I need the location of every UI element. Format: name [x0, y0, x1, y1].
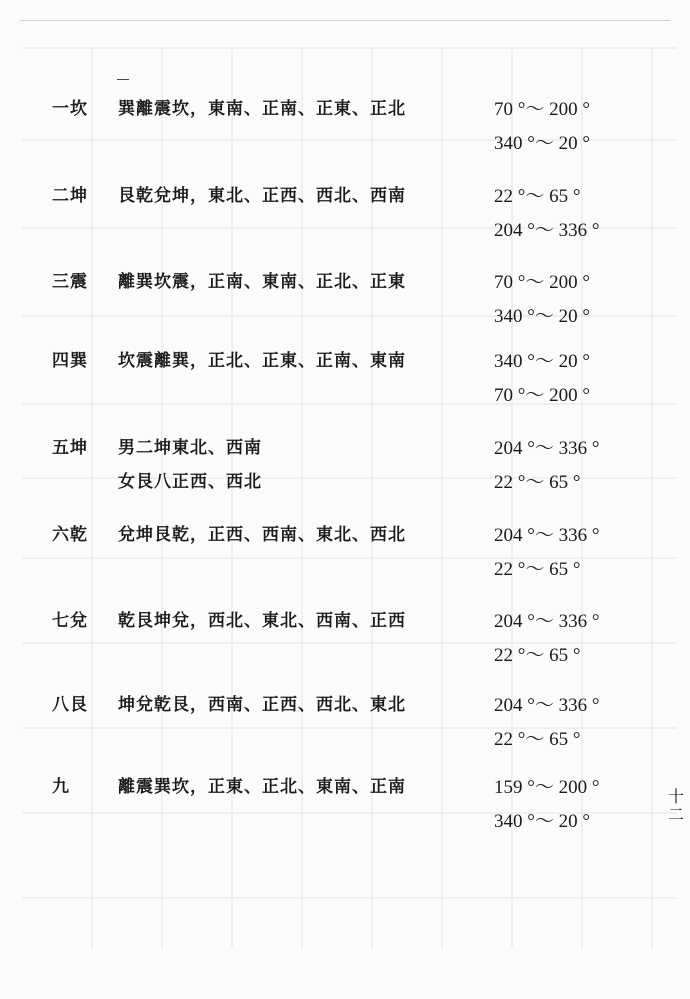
sequence-text: 巽離震坎，東南、正南、正東、正北	[118, 99, 406, 119]
sequence-text: 男二坤東北、西南	[118, 438, 262, 458]
table-row	[0, 181, 690, 251]
sequence-text: 兌坤艮乾，正西、西南、東北、西北	[118, 525, 406, 545]
trigram-label: 四巽	[52, 351, 88, 371]
sequence-text: 艮乾兌坤，東北、正西、西北、西南	[118, 186, 406, 206]
table-row	[0, 520, 690, 590]
degree-range-primary: 340 °～ 20 °	[494, 351, 590, 372]
degree-range-primary: 22 °～ 65 °	[494, 186, 581, 207]
trigram-label: 六乾	[52, 525, 88, 545]
table-row	[0, 433, 690, 503]
table-row	[0, 772, 690, 842]
degree-range-primary: 204 °～ 336 °	[494, 695, 600, 716]
degree-range-secondary: 22 °～ 65 °	[494, 729, 581, 750]
trigram-label: 二坤	[52, 186, 88, 206]
degree-range-primary: 204 °～ 336 °	[494, 525, 600, 546]
sequence-text: 坤兌乾艮，西南、正西、西北、東北	[118, 695, 406, 715]
sequence-text: 離震巽坎，正東、正北、東南、正南	[118, 777, 406, 797]
sequence-text: 坎震離巽，正北、正東、正南、東南	[118, 351, 406, 371]
trigram-label: 八艮	[52, 695, 88, 715]
degree-range-secondary: 204 °～ 336 °	[494, 220, 600, 241]
sequence-text-second-line: 女艮八正西、西北	[118, 472, 262, 492]
degree-range-secondary: 340 °～ 20 °	[494, 306, 590, 327]
table-row	[0, 346, 690, 416]
trigram-label: 三震	[52, 272, 88, 292]
trigram-label: 一坎	[52, 99, 88, 119]
table-row	[0, 94, 690, 164]
degree-range-primary: 204 °～ 336 °	[494, 438, 600, 459]
degree-range-primary: 70 °～ 200 °	[494, 272, 590, 293]
degree-range-primary: 159 °～ 200 °	[494, 777, 600, 798]
sequence-text: 乾艮坤兌，西北、東北、西南、正西	[118, 611, 406, 631]
trigram-label: 七兌	[52, 611, 88, 631]
degree-range-secondary: 22 °～ 65 °	[494, 645, 581, 666]
degree-range-primary: 70 °～ 200 °	[494, 99, 590, 120]
degree-range-secondary: 22 °～ 65 °	[494, 472, 581, 493]
table-row	[0, 606, 690, 676]
trigram-label: 九	[52, 777, 70, 797]
degree-range-primary: 204 °～ 336 °	[494, 611, 600, 632]
table-row	[0, 690, 690, 760]
top-rule	[20, 6, 670, 21]
margin-mark	[117, 79, 129, 80]
sequence-text: 離巽坎震，正南、東南、正北、正東	[118, 272, 406, 292]
degree-range-secondary: 22 °～ 65 °	[494, 559, 581, 580]
degree-range-secondary: 70 °～ 200 °	[494, 385, 590, 406]
trigram-label: 五坤	[52, 438, 88, 458]
table-row	[0, 267, 690, 337]
page-number: 十二	[667, 787, 684, 824]
degree-range-secondary: 340 °～ 20 °	[494, 133, 590, 154]
degree-range-secondary: 340 °～ 20 °	[494, 811, 590, 832]
